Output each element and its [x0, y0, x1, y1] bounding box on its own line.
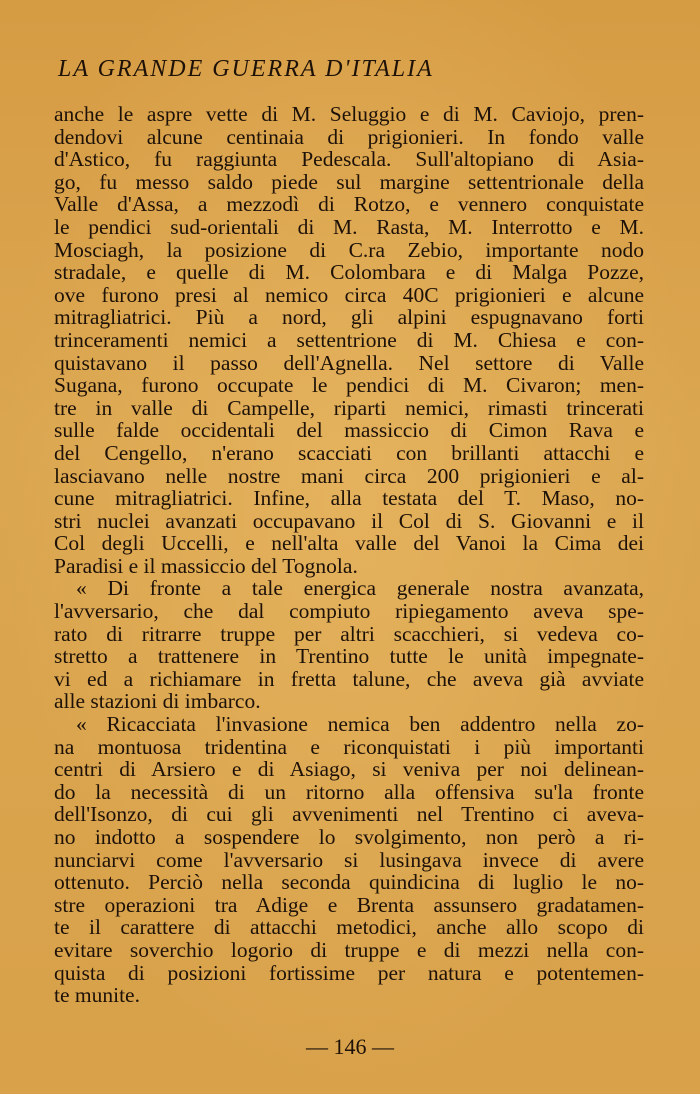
- text-line: vi ed a richiamare in fretta talune, che aveva già avviate: [54, 666, 644, 691]
- text-line: stradale, e quelle di M. Colombara e di Malga Pozze,: [54, 260, 644, 285]
- text-line: mitragliatrici. Più a nord, gli alpini espugnavano forti: [54, 305, 644, 330]
- text-line: quista di posizioni fortissime per natura e potentemen-: [54, 960, 644, 985]
- page-number: — 146 —: [306, 1034, 394, 1059]
- text-line: stre operazioni tra Adige e Brenta assunsero gradatamen-: [54, 892, 644, 917]
- text-line: rato di ritrarre truppe per altri scacchieri, si vedeva co-: [54, 621, 644, 646]
- text-line: l'avversario, che dal compiuto ripiegamento aveva spe-: [54, 599, 644, 624]
- text-line: d'Astico, fu raggiunta Pedescala. Sull'altopiano di Asia-: [54, 147, 644, 172]
- text-line: centri di Arsiero e di Asiago, si veniva per noi delinean-: [54, 757, 644, 782]
- text-line: stri nuclei avanzati occupavano il Col di S. Giovanni e il: [54, 508, 644, 533]
- text-line: evitare soverchio logorio di truppe e di mezzi nella con-: [54, 937, 644, 962]
- text-line: Valle d'Assa, a mezzodì di Rotzo, e vennero conquistate: [54, 192, 644, 217]
- text-line: anche le aspre vette di M. Seluggio e di M. Caviojo, pren-: [54, 102, 644, 126]
- text-line: do la necessità di un ritorno alla offensiva su'la fronte: [54, 779, 644, 804]
- text-line: dell'Isonzo, di cui gli avvenimenti nel Trentino ci aveva-: [54, 802, 644, 827]
- running-head: LA GRANDE GUERRA D'ITALIA: [58, 56, 434, 82]
- text-line: del Cengello, n'erano scacciati con brillanti attacchi e: [54, 440, 644, 465]
- text-line: te il carattere di attacchi metodici, anche allo scopo di: [54, 915, 644, 940]
- text-line: na montuosa tridentina e riconquistati i più importanti: [54, 734, 644, 759]
- text-line: alle stazioni di imbarco.: [54, 689, 261, 714]
- text-line: dendovi alcune centinaia di prigionieri. In fondo valle: [54, 124, 644, 149]
- text-line: quistavano il passo dell'Agnella. Nel settore di Valle: [54, 350, 644, 375]
- text-line: sulle falde occidentali del massiccio di Cimon Rava e: [54, 418, 644, 443]
- text-line: lasciavano nelle nostre mani circa 200 prigionieri e al-: [54, 463, 644, 488]
- text-line: Sugana, furono occupate le pendici di M. Civaron; men-: [54, 373, 644, 398]
- text-line: nunciarvi come l'avversario si lusingava invece di avere: [54, 847, 644, 872]
- text-line: trinceramenti nemici a settentrione di M. Chiesa e con-: [54, 327, 644, 352]
- text-line: ottenuto. Perciò nella seconda quindicina di luglio le no-: [54, 870, 644, 895]
- text-line: Paradisi e il massiccio del Tognola.: [54, 553, 358, 578]
- text-line: Col degli Uccelli, e nell'alta valle del Vanoi la Cima dei: [54, 531, 644, 556]
- text-line: no indotto a sospendere lo svolgimento, non però a ri-: [54, 825, 644, 849]
- text-line: te munite.: [54, 983, 140, 1008]
- text-line: go, fu messo saldo piede sul margine settentrionale della: [54, 169, 644, 194]
- text-line: stretto a trattenere in Trentino tutte le unità impegnate-: [54, 644, 644, 669]
- body-text: [54, 103, 644, 1007]
- text-line: Mosciagh, la posizione di C.ra Zebio, importante nodo: [54, 237, 644, 262]
- text-line: ove furono presi al nemico circa 40C prigionieri e alcune: [54, 282, 644, 307]
- text-line: « Di fronte a tale energica generale nostra avanzata,: [76, 576, 644, 601]
- text-line: tre in valle di Campelle, riparti nemici, rimasti trincerati: [54, 395, 644, 420]
- text-line: le pendici sud-orientali di M. Rasta, M. Interrotto e M.: [54, 214, 644, 239]
- text-line: « Ricacciata l'invasione nemica ben addentro nella zo-: [76, 712, 644, 737]
- text-line: cune mitragliatrici. Infine, alla testata del T. Maso, no-: [54, 486, 644, 511]
